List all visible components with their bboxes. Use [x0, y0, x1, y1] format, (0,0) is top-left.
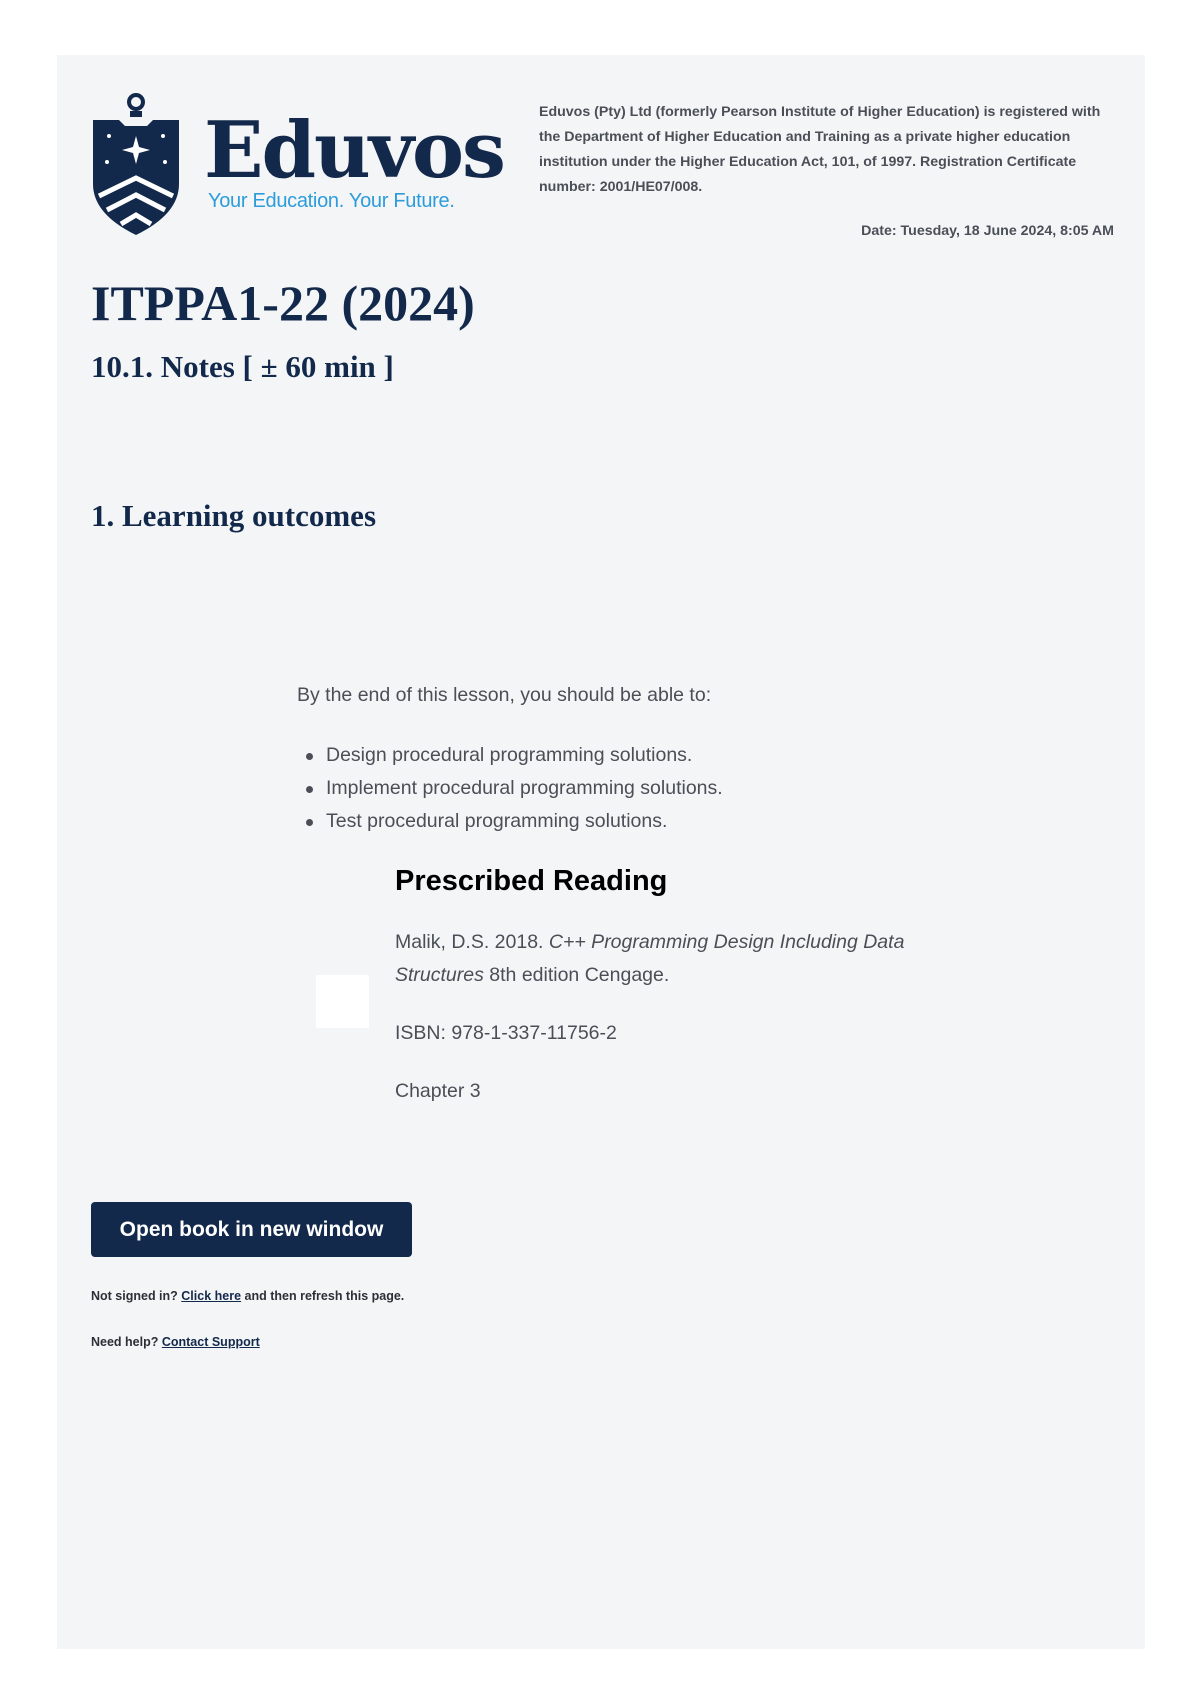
logo-tagline: Your Education. Your Future.: [208, 190, 455, 212]
open-book-button[interactable]: Open book in new window: [91, 1202, 412, 1257]
signin-prefix: Not signed in?: [91, 1289, 182, 1303]
help-note: [91, 1335, 260, 1349]
reading-isbn: ISBN: 978-1-337-11756-2: [395, 1022, 617, 1044]
signin-link[interactable]: Click here: [181, 1289, 242, 1303]
registration-notice: Eduvos (Pty) Ltd (formerly Pearson Institute of Higher Education) is registered with the Department of Higher Education and Training as a private higher education institution under the Higher Education Act, 101, of 1997. Registration Certificate number: 2001/HE07/008.: [539, 104, 1101, 195]
outcome-text: Implement procedural programming solutions.: [326, 777, 723, 799]
reading-chapter: Chapter 3: [395, 1080, 481, 1102]
document-page: [57, 55, 1145, 1649]
contact-support-link[interactable]: Contact Support: [161, 1335, 260, 1349]
list-item: [297, 772, 723, 805]
citation-author: Malik, D.S. 2018.: [395, 931, 549, 953]
signin-note: [91, 1289, 404, 1303]
outcome-text: Test procedural programming solutions.: [326, 810, 668, 832]
outcomes-intro: By the end of this lesson, you should be able to:: [297, 684, 712, 706]
prescribed-reading-title: Prescribed Reading: [395, 865, 668, 897]
citation-edition: 8th edition Cengage.: [483, 964, 670, 986]
section-subtitle: 10.1. Notes [ ± 60 min ]: [91, 349, 394, 384]
bullet-icon: [306, 753, 313, 760]
list-item: [297, 739, 723, 772]
bullet-icon: [306, 786, 313, 793]
outcomes-list: [297, 739, 723, 838]
outcome-text: Design procedural programming solutions.: [326, 744, 693, 766]
book-cover-image: [316, 975, 369, 1028]
learning-outcomes-heading: 1. Learning outcomes: [91, 498, 377, 533]
course-title: ITPPA1-22 (2024): [91, 275, 475, 331]
citation-book-title: C++ Programming Design Including Data Structures: [395, 931, 905, 986]
signin-suffix: and then refresh this page.: [241, 1289, 405, 1303]
shield-crest-icon: [91, 92, 181, 237]
logo-wordmark: Eduvos: [204, 105, 504, 196]
help-prefix: Need help?: [91, 1335, 162, 1349]
print-date: Date: Tuesday, 18 June 2024, 8:05 AM: [861, 223, 1114, 239]
bullet-icon: [306, 819, 313, 826]
eduvos-logo: [91, 92, 504, 237]
list-item: [297, 805, 723, 838]
reading-citation: [395, 926, 955, 992]
